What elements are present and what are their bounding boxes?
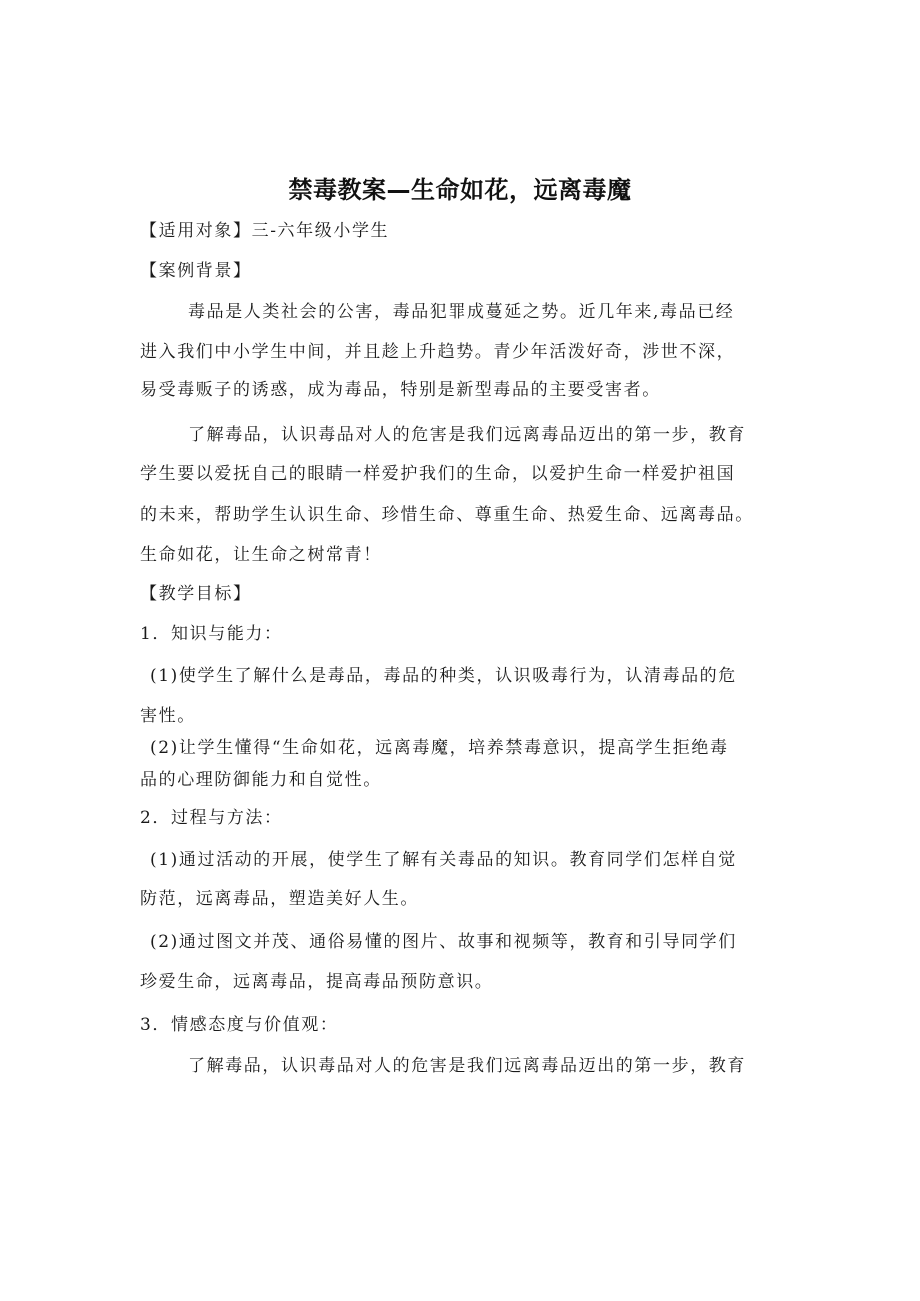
background-p2-line: 生命如花，让生命之树常青！ <box>140 545 382 565</box>
target-audience: 【适用对象】三-六年级小学生 <box>140 221 390 241</box>
goal3-paragraph-line: 了解毒品，认识毒品对人的危害是我们远离毒品迈出的第一步，教育 <box>188 1056 746 1076</box>
goal2-item-line: (2)通过图文并茂、通俗易懂的图片、故事和视频等，教育和引导同学们 <box>150 932 737 952</box>
goal1-item-line: 害性。 <box>140 706 196 726</box>
goal2-item-line: 珍爱生命，远离毒品，提高毒品预防意识。 <box>140 972 494 992</box>
goal1-item-line: (2)让学生懂得“生命如花，远离毒魔，培养禁毒意识，提高学生拒绝毒 <box>150 738 729 758</box>
background-p1-line: 毒品是人类社会的公害，毒品犯罪成蔓延之势。近几年来,毒品已经 <box>188 302 735 322</box>
goal1-heading: 1．知识与能力： <box>140 624 283 644</box>
goal2-heading: 2．过程与方法： <box>140 808 283 828</box>
page-title: 禁毒教案—生命如花，远离毒魔 <box>288 176 632 204</box>
goal3-heading: 3．情感态度与价值观： <box>140 1015 339 1035</box>
background-p1-line: 进入我们中小学生中间，并且趁上升趋势。青少年活泼好奇，涉世不深， <box>140 342 736 362</box>
background-p2-line: 学生要以爱抚自己的眼睛一样爱护我们的生命，以爱护生命一样爱护祖国 <box>140 464 736 484</box>
background-heading: 【案例背景】 <box>140 261 252 281</box>
goal2-item-line: 防范，远离毒品，塑造美好人生。 <box>140 889 419 909</box>
background-p2-line: 了解毒品，认识毒品对人的危害是我们远离毒品迈出的第一步，教育 <box>188 425 746 445</box>
goal2-item-line: (1)通过活动的开展，使学生了解有关毒品的知识。教育同学们怎样自觉 <box>150 850 737 870</box>
goals-heading: 【教学目标】 <box>140 584 252 604</box>
goal1-item-line: (1)使学生了解什么是毒品，毒品的种类，认识吸毒行为，认清毒品的危 <box>150 666 737 686</box>
background-p2-line: 的未来，帮助学生认识生命、珍惜生命、尊重生命、热爱生命、远离毒品。 <box>140 505 754 525</box>
goal1-item-line: 品的心理防御能力和自觉性。 <box>140 770 382 790</box>
background-p1-line: 易受毒贩子的诱惑，成为毒品，特别是新型毒品的主要受害者。 <box>140 380 661 400</box>
